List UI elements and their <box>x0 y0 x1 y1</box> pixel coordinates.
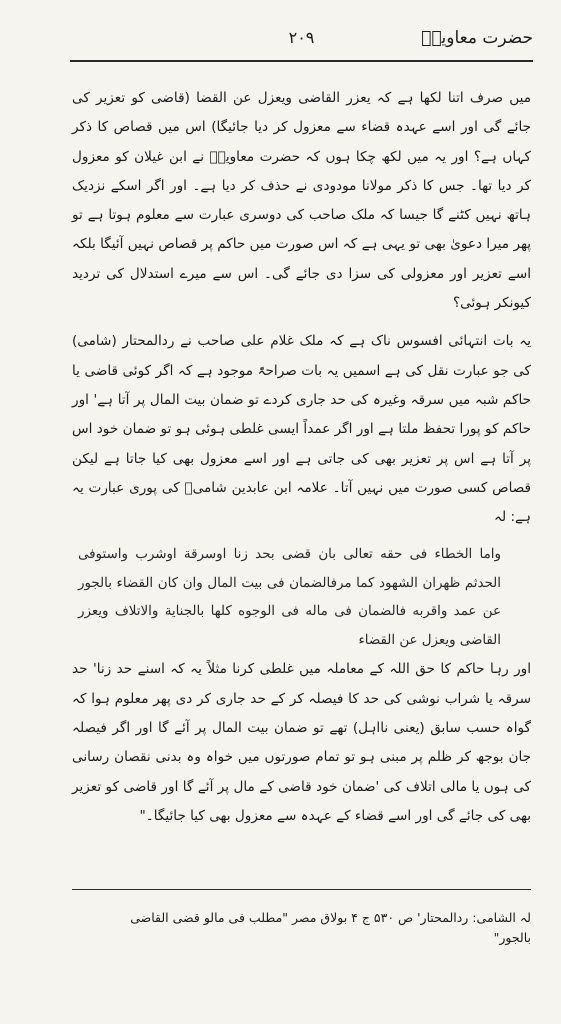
header-rule <box>70 60 533 62</box>
page-header <box>70 26 533 56</box>
paragraph-1: میں صرف اتنا لکھا ہے کہ یعزر القاضی ویعزل عن القضا (قاضی کو تعزیر کی جائے گی اور اسے عہدہ قضاء سے معزول کر دیا جائیگا) اس میں قصاص کا ذکر کہاں ہے؟ اور یہ میں لکھ چکا ہوں کہ حضرت معاویہؓ نے ابن غیلان کو معزول کر دیا تھا۔ جس کا ذکر مولانا مودودی نے حذف کر دیا ہے۔ اور اگر اسکے نزدیک ہاتھ نہیں کٹنے گا جیسا کہ ملک صاحب کی دوسری عبارت سے معلوم ہوتا ہے تو پھر میرا دعویٰ بھی تو یہی ہے کہ اس صورت میں حاکم پر قصاص نہیں آئیگا بلکہ اسے تعزیر اور معزولی کی سزا دی جائے گی۔ اس سے میرے استدلال کی تردید کیونکر ہوئی؟ <box>72 90 531 312</box>
page-number: ۲۰۹ <box>288 28 315 47</box>
body-text <box>72 84 531 840</box>
running-title: حضرت معاویہؓ <box>421 28 533 48</box>
paragraph-2: یہ بات انتہائی افسوس ناک ہے کہ ملک غلام علی صاحب نے ردالمحتار (شامی) کی جو عبارت نقل کی ہے اسمیں یہ بات صراحۃً موجود ہے کہ اگر کوئی قاضی یا حاکم شبہ میں سرقہ وغیرہ کی حد جاری کردے تو ضمان بیت المال پر آتا ہے' اور حاکم کو پورا تحفظ ملتا ہے اور اگر عمداً ایسی غلطی ہوئی ہو تو ضمان خود اس پر آتا ہے اس پر تعزیر بھی کی جاتی ہے اور اسے معزول بھی کیا جاتا ہے لیکن قصاص کسی صورت میں نہیں آتا۔ علامہ ابن عابدین شامیؒ کی پوری عبارت یہ ہے: لہ <box>72 333 531 526</box>
footnote-rule <box>72 889 531 890</box>
arabic-quotation: واما الخطاء فی حقه تعالی بان قضی بحد زنا اوسرقة اوشرب واستوفی الحدثم ظهران الشهود کما مرفالضمان فی بیت المال وان کان القضاء بالجور عن عمد واقربه فالضمان فی ماله فی الوجوه کلها بالجنایة والاتلاف ویعزر القاضی ویعزل عن القضاء <box>78 547 501 648</box>
paragraph-3: اور رہا حاکم کا حق اللہ کے معاملہ میں غلطی کرنا مثلاً یہ کہ اسنے حد زنا' حد سرقہ یا شراب نوشی کی حد کا فیصلہ کر کے حد جاری کر دی پھر معلوم ہوا کہ گواہ حسب سابق (یعنی نااہل) تھے تو ضمان بیت المال پر آئے گا اور اگر فیصلہ جان بوجھ کر ظلم پر مبنی ہو تو تمام صورتوں میں خواہ وہ بدنی نقصان رسانی کی ہوں یا مالی اتلاف کی 'ضمان خود قاضی کے مال پر آئے گا اور قاضی کو تعزیر بھی کی جائے گی اور اسے قضاء کے عہدہ سے معزول بھی کیا جائیگا۔" <box>72 661 531 824</box>
footnote: لہ الشامی: ردالمحتار' ص ۵۳۰ ج ۴ بولاق مصر "مطلب فی مالو قضی القاضی بالجور" <box>130 910 531 945</box>
